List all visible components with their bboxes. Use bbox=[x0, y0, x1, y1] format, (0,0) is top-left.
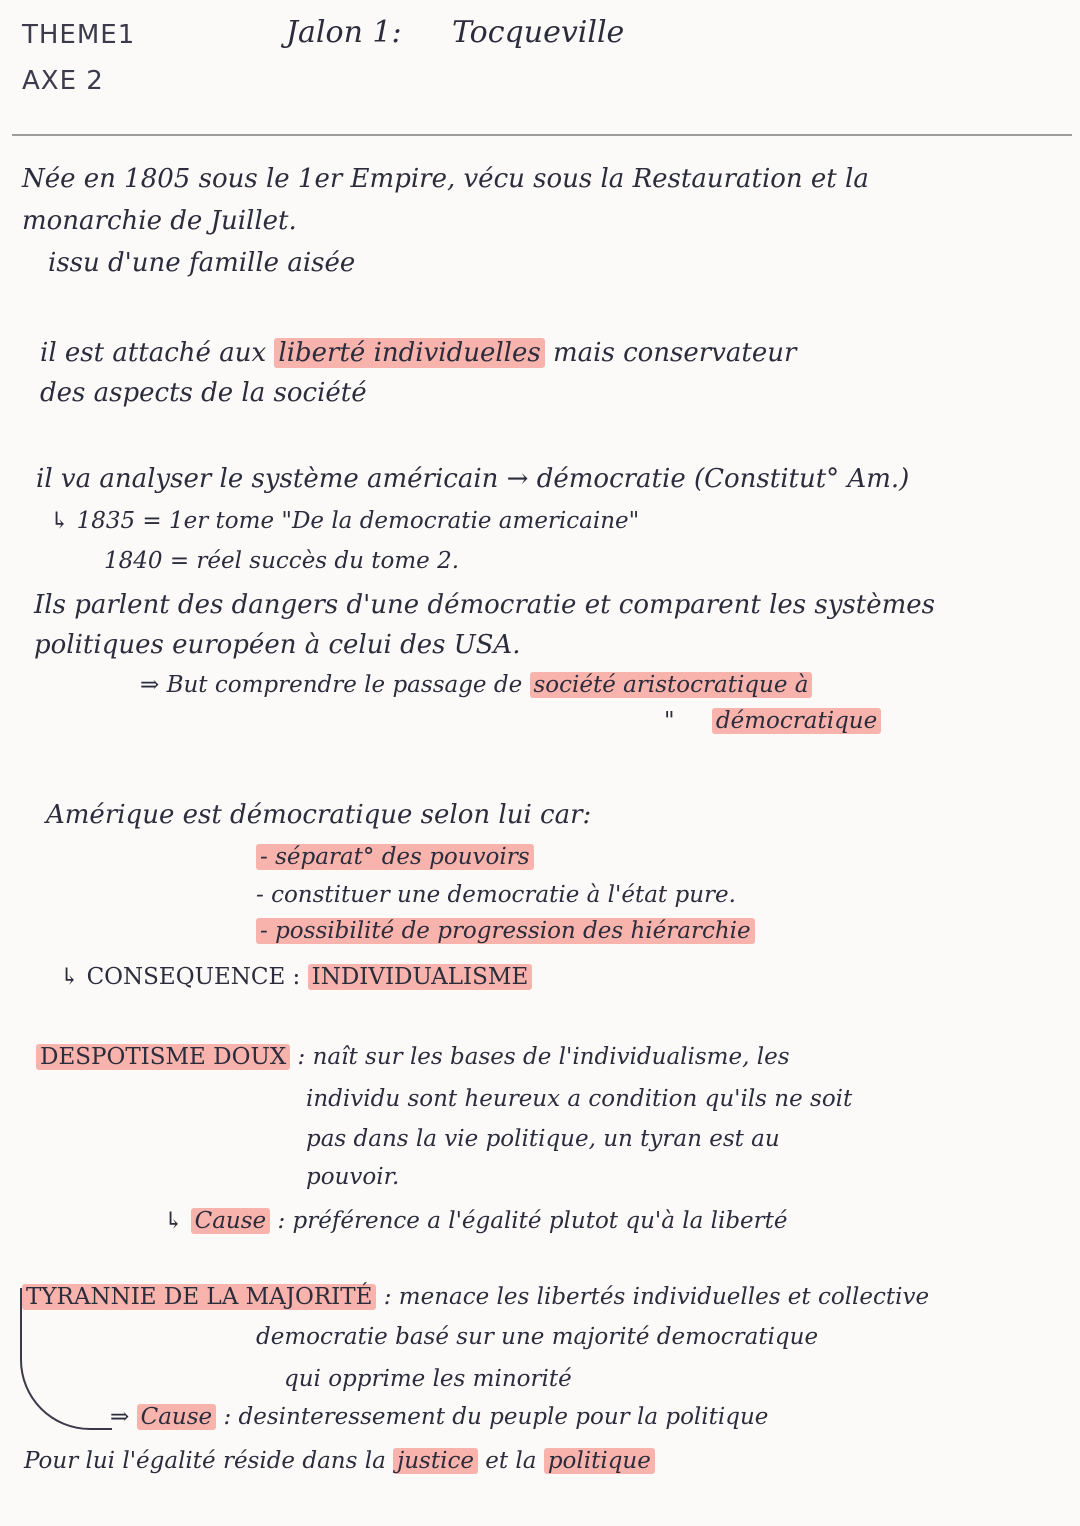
tyrannie-cause-highlight: Cause bbox=[137, 1404, 217, 1430]
bio-line-3: issu d'une famille aisée bbox=[48, 248, 356, 278]
but-pre: ⇒ But comprendre le passage de bbox=[140, 672, 523, 698]
democratique-highlight: démocratique bbox=[712, 708, 881, 734]
analyse-line-1: il va analyser le système américain → démocratie (Constitut° Am.) bbox=[36, 464, 910, 494]
final-justice: justice bbox=[393, 1448, 478, 1474]
attache-post: mais conservateur bbox=[553, 338, 797, 368]
despotisme-text-1: : naît sur les bases de l'individualisme, les bbox=[297, 1044, 790, 1070]
amerique-item-1-text: - séparat° des pouvoirs bbox=[256, 844, 534, 870]
analyse-line-3: 1840 = réel succès du tome 2. bbox=[104, 548, 460, 574]
amerique-item-3-text: - possibilité de progression des hiérarchie bbox=[256, 918, 755, 944]
subject-title: Tocqueville bbox=[452, 15, 625, 50]
tyrannie-cause-pre: ⇒ bbox=[110, 1404, 130, 1430]
analyse-line-7 bbox=[664, 706, 881, 736]
despotisme-line-3: pas dans la vie politique, un tyran est au bbox=[306, 1126, 780, 1152]
tyrannie-cause bbox=[110, 1402, 768, 1432]
ditto-mark: " bbox=[664, 708, 675, 734]
consequence-highlight: INDIVIDUALISME bbox=[308, 964, 533, 990]
bio-line-1: Née en 1805 sous le 1er Empire, vécu sous la Restauration et la bbox=[22, 164, 869, 194]
despotisme-cause-pre: ↳ bbox=[164, 1208, 184, 1234]
consequence-pre: ↳ CONSEQUENCE : bbox=[60, 964, 301, 990]
bio-line-2: monarchie de Juillet. bbox=[22, 206, 297, 236]
attache-line-1 bbox=[40, 338, 796, 368]
amerique-item-2: - constituer une democratie à l'état pure. bbox=[256, 882, 736, 908]
jalon-label: Jalon 1: bbox=[286, 15, 402, 50]
final-politique: politique bbox=[544, 1448, 655, 1474]
amerique-intro: Amérique est démocratique selon lui car: bbox=[46, 800, 592, 830]
final-line bbox=[24, 1446, 655, 1476]
analyse-line-2: ↳ 1835 = 1er tome "De la democratie americaine" bbox=[50, 508, 640, 534]
amerique-item-3 bbox=[256, 916, 755, 946]
final-pre: Pour lui l'égalité réside dans la bbox=[24, 1448, 386, 1474]
axe-label: AXE 2 bbox=[22, 66, 104, 96]
tyrannie-line-2: democratie basé sur une majorité democratique bbox=[256, 1324, 819, 1350]
analyse-line-6 bbox=[140, 670, 812, 700]
tyrannie-cause-post: : desinteressement du peuple pour la politique bbox=[223, 1404, 769, 1430]
despotisme-line-4: pouvoir. bbox=[306, 1164, 400, 1190]
attache-highlight: liberté individuelles bbox=[274, 338, 544, 368]
but-highlight: société aristocratique à bbox=[530, 672, 813, 698]
analyse-line-5: politiques européen à celui des USA. bbox=[34, 630, 521, 660]
header-divider bbox=[12, 134, 1072, 136]
tyrannie-line-3: qui opprime les minorité bbox=[284, 1366, 572, 1392]
despotisme-line-1 bbox=[36, 1042, 790, 1072]
despotisme-line-2: individu sont heureux a condition qu'ils ne soit bbox=[306, 1086, 853, 1112]
amerique-item-1 bbox=[256, 842, 534, 872]
attache-pre: il est attaché aux bbox=[40, 338, 267, 368]
final-mid: et la bbox=[485, 1448, 537, 1474]
despotisme-cause-post: : préférence a l'égalité plutot qu'à la liberté bbox=[277, 1208, 788, 1234]
attache-line-2: des aspects de la société bbox=[40, 378, 367, 408]
consequence-line bbox=[60, 962, 532, 992]
tyrannie-label: TYRANNIE DE LA MAJORITÉ bbox=[22, 1284, 376, 1310]
tyrannie-text-1: : menace les libertés individuelles et collective bbox=[383, 1284, 930, 1310]
despotisme-label: DESPOTISME DOUX bbox=[36, 1044, 290, 1070]
theme-label: THEME1 bbox=[22, 20, 136, 50]
analyse-line-4: Ils parlent des dangers d'une démocratie et comparent les systèmes bbox=[34, 590, 935, 620]
despotisme-cause-highlight: Cause bbox=[191, 1208, 271, 1234]
despotisme-cause bbox=[164, 1206, 788, 1236]
tyrannie-line-1 bbox=[22, 1282, 929, 1312]
